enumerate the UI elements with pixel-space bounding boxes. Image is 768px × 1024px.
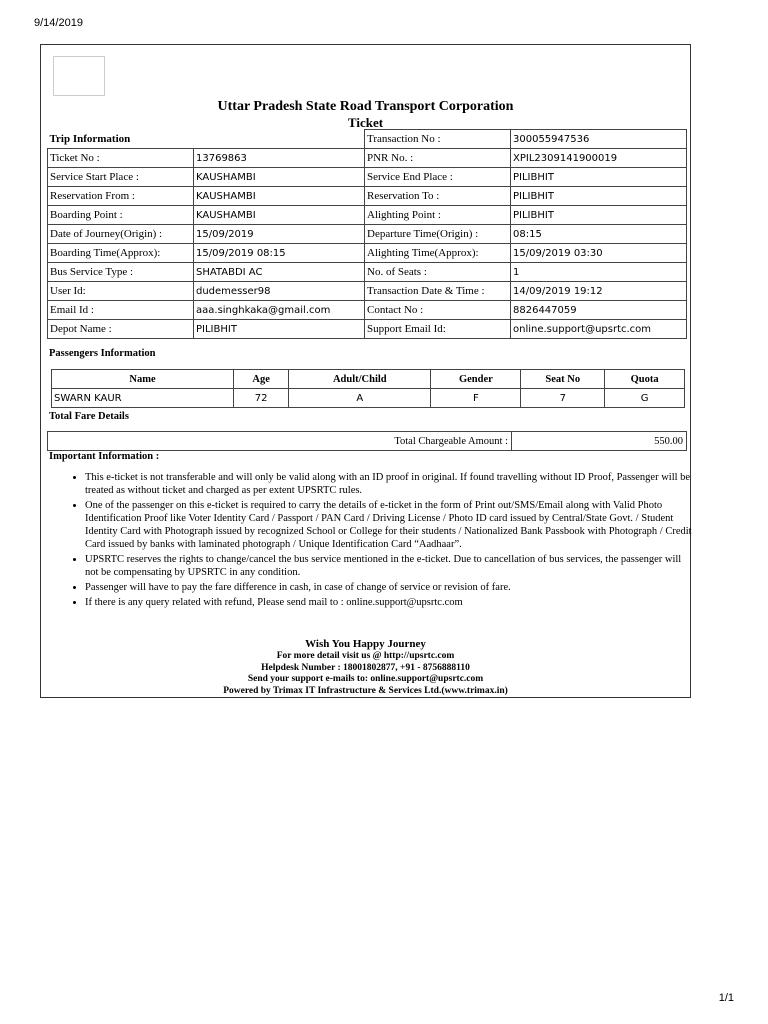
trip-info-row	[48, 187, 687, 206]
trip-info-row	[48, 282, 687, 301]
info-value: 13769863	[194, 149, 365, 168]
info-value: dudemesser98	[194, 282, 365, 301]
info-value: PILIBHIT	[194, 320, 365, 339]
info-label: Support Email Id:	[365, 320, 511, 339]
passenger-column-header: Age	[234, 370, 289, 389]
info-label: Reservation From :	[48, 187, 194, 206]
trip-info-row	[48, 225, 687, 244]
logo-image	[53, 56, 105, 96]
trip-info-row	[48, 301, 687, 320]
info-value: KAUSHAMBI	[194, 187, 365, 206]
info-value: 8826447059	[511, 301, 687, 320]
trip-info-row	[48, 244, 687, 263]
footer	[47, 637, 684, 697]
page-number: 1/1	[718, 992, 734, 1004]
passenger-column-header: Adult/Child	[289, 370, 431, 389]
page-subtitle: Ticket	[347, 115, 384, 130]
total-chargeable-amount: 550.00	[512, 432, 687, 451]
info-label: Alighting Time(Approx):	[365, 244, 511, 263]
footer-greeting: Wish You Happy Journey	[305, 638, 426, 650]
info-value: 15/09/2019 03:30	[511, 244, 687, 263]
passenger-cell: F	[431, 389, 521, 408]
info-label: Email Id :	[48, 301, 194, 320]
info-label: Depot Name :	[48, 320, 194, 339]
important-info-item: • If there is any query related with refund, Please send mail to : online.support@upsrtc.com	[85, 596, 697, 609]
passengers-table	[51, 369, 685, 408]
passenger-column-header: Quota	[605, 370, 685, 389]
trip-info-row	[48, 149, 687, 168]
trip-info-row	[48, 263, 687, 282]
info-value: PILIBHIT	[511, 187, 687, 206]
info-value: KAUSHAMBI	[194, 206, 365, 225]
info-label: Ticket No :	[48, 149, 194, 168]
info-value: SHATABDI AC	[194, 263, 365, 282]
info-value: 14/09/2019 19:12	[511, 282, 687, 301]
info-label: Contact No :	[365, 301, 511, 320]
important-info-item: • This e-ticket is not transferable and will only be valid along with an ID proof in original. If found travelling without ID Proof, Passenger will be treated as without ticket and charged as per extent UPSRTC rules.	[85, 471, 697, 497]
passenger-row	[52, 389, 685, 408]
info-label: Date of Journey(Origin) :	[48, 225, 194, 244]
passenger-cell: A	[289, 389, 431, 408]
info-value: PILIBHIT	[511, 206, 687, 225]
important-info-heading: Important Information :	[49, 451, 160, 462]
important-info-item: • UPSRTC reserves the rights to change/cancel the bus service mentioned in the e-ticket. Due to cancellation of bus services, the passenger will not be compensating by UPSRTC in any condition.	[85, 553, 697, 579]
info-label: Service End Place :	[365, 168, 511, 187]
info-label: Transaction Date & Time :	[365, 282, 511, 301]
info-label: Boarding Time(Approx):	[48, 244, 194, 263]
info-label: Reservation To :	[365, 187, 511, 206]
passenger-cell: SWARN KAUR	[52, 389, 234, 408]
info-label: Departure Time(Origin) :	[365, 225, 511, 244]
important-info-list	[63, 471, 697, 611]
footer-website: For more detail visit us @ http://upsrtc.com	[276, 651, 455, 661]
trip-info-row	[48, 206, 687, 225]
passenger-cell: G	[605, 389, 685, 408]
total-chargeable-label: Total Chargeable Amount :	[48, 432, 512, 451]
trip-info-row	[48, 320, 687, 339]
info-label: PNR No. :	[365, 149, 511, 168]
info-value: PILIBHIT	[511, 168, 687, 187]
footer-support-email: Send your support e-mails to: online.support@upsrtc.com	[247, 674, 484, 684]
info-value: aaa.singhkaka@gmail.com	[194, 301, 365, 320]
passenger-column-header: Seat No	[521, 370, 605, 389]
info-value: 1	[511, 263, 687, 282]
info-label: No. of Seats :	[365, 263, 511, 282]
fare-heading: Total Fare Details	[49, 411, 129, 422]
passenger-column-header: Gender	[431, 370, 521, 389]
fare-table	[47, 431, 687, 451]
passenger-column-header: Name	[52, 370, 234, 389]
trip-information-table	[47, 129, 687, 339]
important-info-item: • One of the passenger on this e-ticket is required to carry the details of e-ticket in the form of Print out/SMS/Email along with Valid Photo Identification Proof like Voter Identity Card / Passport / PAN Card / Driving License / Photo ID card issued by Central/State Govt. / Student Identity Card with Photograph issued by recognized School or College for their students / Nationalized Bank Passbook with Photograph / Credit Card issued by banks with laminated photograph / Unique Identification Card “Aadhaar”.	[85, 499, 697, 551]
info-value: KAUSHAMBI	[194, 168, 365, 187]
important-info-item: • Passenger will have to pay the fare difference in cash, in case of change of service or revision of fare.	[85, 581, 697, 594]
info-label: Service Start Place :	[48, 168, 194, 187]
page-title: Uttar Pradesh State Road Transport Corporation	[217, 99, 514, 114]
footer-helpdesk: Helpdesk Number : 18001802877, +91 - 8756888110	[261, 662, 470, 673]
info-value: 15/09/2019 08:15	[194, 244, 365, 263]
passenger-cell: 7	[521, 389, 605, 408]
info-label: Boarding Point :	[48, 206, 194, 225]
info-value: online.support@upsrtc.com	[511, 320, 687, 339]
passenger-cell: 72	[234, 389, 289, 408]
info-label: Alighting Point :	[365, 206, 511, 225]
info-label: User Id:	[48, 282, 194, 301]
footer-powered-by: Powered by Trimax IT Infrastructure & Services Ltd.(www.trimax.in)	[223, 685, 508, 696]
print-date: 9/14/2019	[34, 17, 83, 29]
ticket-document	[40, 44, 691, 698]
info-label: Bus Service Type :	[48, 263, 194, 282]
trip-information-heading: Trip Information	[49, 132, 131, 145]
trip-info-row	[48, 168, 687, 187]
transaction-no-value: 300055947536	[511, 130, 687, 149]
passengers-heading: Passengers Information	[49, 348, 156, 359]
transaction-no-label: Transaction No :	[365, 130, 511, 149]
info-value: 15/09/2019	[194, 225, 365, 244]
info-value: XPIL2309141900019	[511, 149, 687, 168]
info-value: 08:15	[511, 225, 687, 244]
